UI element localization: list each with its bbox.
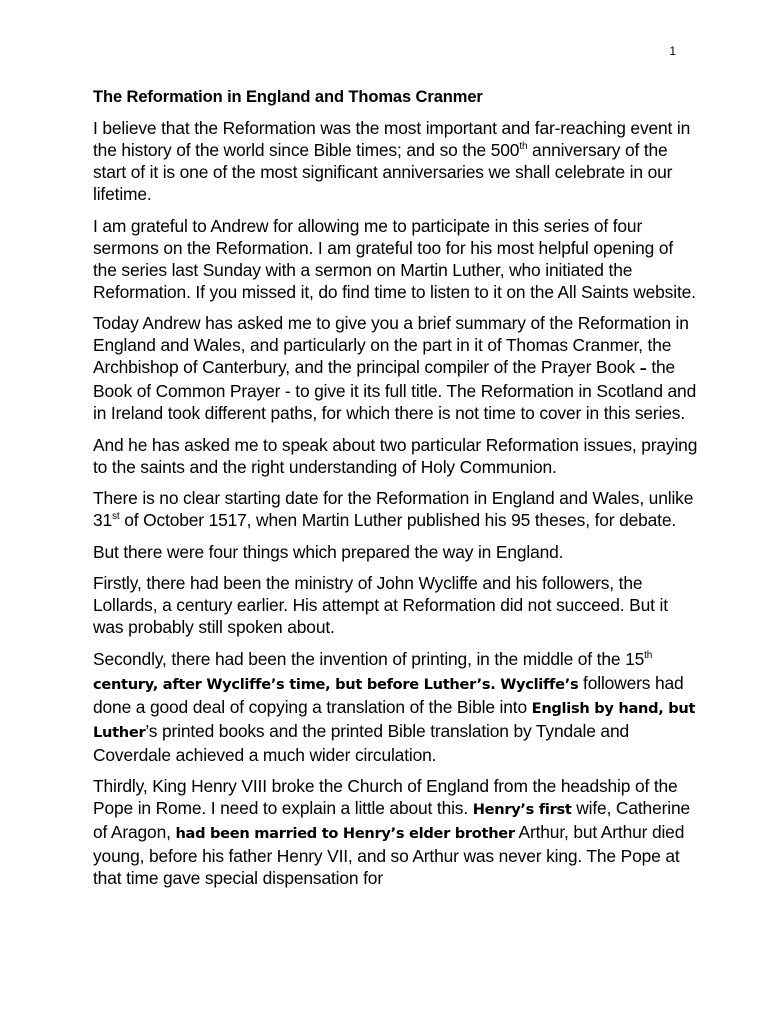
paragraph-3-text-a: Today Andrew has asked me to give you a brief summary of the Reformation in England and Wales, and particularly on the part in it of Thomas Cranmer, the Archbishop of Canterbury, and the principal compiler of the Prayer Book	[93, 313, 689, 377]
paragraph-2: I am grateful to Andrew for allowing me to participate in this series of four sermons on the Reformation. I am grateful too for his most helpful opening of the series last Sunday with a sermon on Martin Luther, who initiated the Reformation. If you missed it, do find time to listen to it on the All Saints website.	[93, 215, 696, 302]
ordinal-suffix: st	[112, 511, 120, 522]
ordinal-suffix: th	[644, 649, 653, 661]
paragraph-3	[93, 312, 698, 424]
paragraph-3-dash: –	[639, 360, 647, 377]
paragraph-8-text-a: Secondly, there had been the invention of printing, in the middle of the 15	[93, 648, 645, 669]
paragraph-5-text-a: There is no clear starting date for the Reformation in England and Wales, unlike 31	[93, 488, 694, 530]
paragraph-5-text-b: of October 1517, when Martin Luther published his 95 theses, for debate.	[119, 510, 677, 530]
paragraph-8-text-d: English by hand, but Luther	[93, 699, 696, 741]
paragraph-9	[93, 775, 698, 889]
paragraph-1-text-b: anniversary of the start of it is one of the most significant anniversaries we shall celebrate in our lifetime.	[93, 140, 673, 204]
paragraph-9-text-d: had been married to Henry’s elder brother	[175, 825, 515, 842]
paragraph-8	[93, 648, 698, 766]
paragraph-9-text-b: Henry’s first	[472, 801, 572, 818]
ordinal-suffix: th	[519, 141, 528, 152]
paragraph-4: And he has asked me to speak about two particular Reformation issues, praying to the saints and the right understanding of Holy Communion.	[93, 434, 698, 477]
paragraph-1-text-a: I believe that the Reformation was the most important and far-reaching event in the history of the world since Bible times; and so the 500	[93, 118, 691, 160]
document-body	[93, 84, 698, 899]
paragraph-5	[93, 487, 698, 531]
paragraph-1	[93, 117, 698, 205]
paragraph-9-text-a: Thirdly, King Henry VIII broke the Church of England from the headship of the Pope in Rome. I need to explain a little about this.	[93, 776, 678, 818]
page-number: 1	[669, 44, 676, 58]
paragraph-8-text-e: ’s printed books and the printed Bible translation by Tyndale and Coverdale achieved a much wider circulation.	[93, 720, 630, 765]
paragraph-6: But there were four things which prepared the way in England.	[93, 541, 564, 562]
paragraph-3-text-b: the Book of Common Prayer - to give it its full title. The Reformation in Scotland and in Ireland took different paths, for which there is not time to cover in this series.	[93, 357, 697, 423]
document-title: The Reformation in England and Thomas Cranmer	[93, 88, 483, 106]
paragraph-8-text-c: followers had done a good deal of copying a translation of the Bible into	[93, 672, 684, 717]
paragraph-7: Firstly, there had been the ministry of John Wycliffe and his followers, the Lollards, a century earlier. His attempt at Reformation did not succeed. But it was probably still spoken about.	[93, 573, 668, 637]
paragraph-9-text-e: Arthur, but Arthur died young, before his father Henry VII, and so Arthur was never king. The Pope at that time gave special dispensation for	[93, 822, 685, 888]
paragraph-9-text-c: wife, Catherine of Aragon,	[93, 798, 690, 842]
paragraph-8-text-b: century, after Wycliffe’s time, but before Luther’s. Wycliffe’s	[93, 675, 579, 693]
